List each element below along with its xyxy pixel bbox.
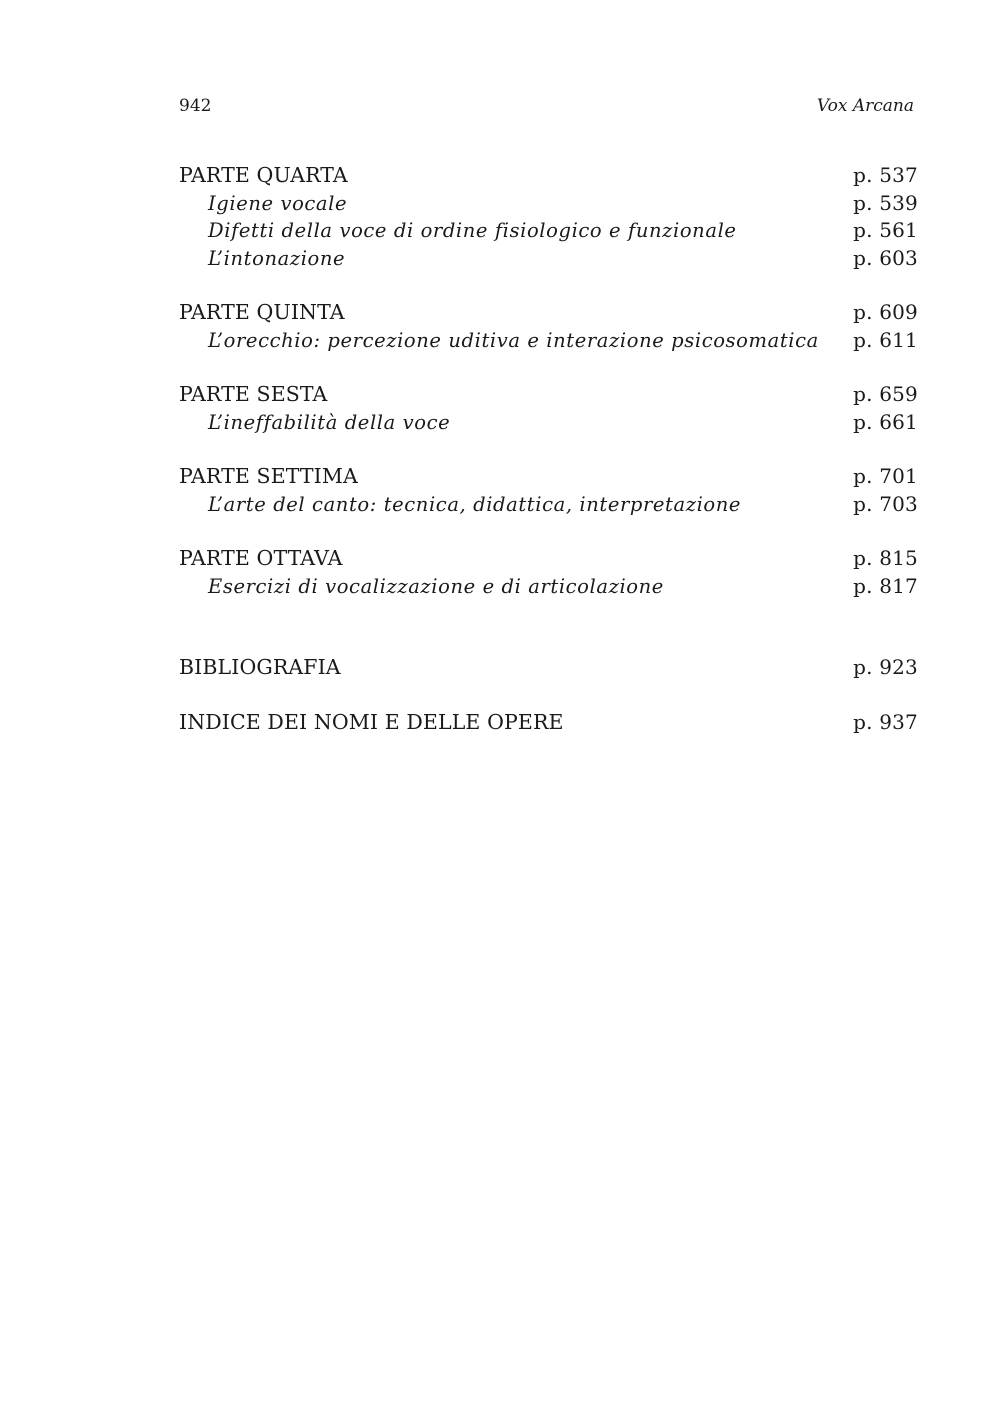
table-of-contents — [179, 162, 918, 736]
toc-page-ref: p. 937 — [853, 709, 918, 734]
toc-indice — [179, 709, 918, 737]
spacer — [179, 600, 918, 654]
toc-chapter-title: Esercizi di vocalizzazione e di articolazione — [208, 574, 664, 598]
running-title: Vox Arcana — [816, 96, 914, 116]
toc-page-ref: p. 661 — [853, 409, 918, 434]
toc-part-settima — [179, 463, 918, 491]
toc-chapter-title: L’ineffabilità della voce — [208, 410, 451, 434]
toc-part-quarta — [179, 162, 918, 190]
toc-part-title: PARTE QUINTA — [179, 300, 345, 324]
toc-chapter — [179, 327, 918, 355]
toc-part-title: INDICE DEI NOMI E DELLE OPERE — [179, 709, 564, 734]
toc-page-ref: p. 923 — [853, 655, 918, 679]
toc-part-ottava — [179, 545, 918, 573]
running-head — [179, 94, 914, 118]
toc-chapter-title: L’arte del canto: tecnica, didattica, interpretazione — [208, 492, 742, 516]
toc-page-ref: p. 815 — [853, 546, 918, 570]
toc-part-sesta — [179, 381, 918, 409]
toc-page-ref: p. 611 — [853, 327, 918, 352]
toc-chapter-title: Difetti della voce di ordine fisiologico e funzionale — [208, 219, 737, 242]
spacer — [179, 436, 918, 463]
spacer — [179, 682, 918, 709]
toc-chapter — [179, 245, 918, 273]
toc-chapter — [179, 491, 918, 519]
toc-page-ref: p. 603 — [853, 245, 918, 270]
toc-chapter — [179, 409, 918, 437]
toc-chapter — [179, 217, 918, 245]
spacer — [179, 518, 918, 545]
toc-chapter — [179, 190, 918, 218]
toc-page-ref: p. 609 — [853, 300, 918, 324]
toc-page-ref: p. 703 — [853, 491, 918, 516]
toc-chapter-title: Igiene vocale — [208, 191, 348, 215]
toc-page-ref: p. 561 — [853, 218, 918, 242]
toc-page-ref: p. 817 — [853, 573, 918, 598]
toc-page-ref: p. 701 — [853, 464, 918, 488]
spacer — [179, 272, 918, 299]
toc-part-title: PARTE SETTIMA — [179, 464, 358, 488]
toc-page-ref: p. 537 — [853, 163, 918, 187]
spacer — [179, 354, 918, 381]
toc-chapter-title: L’orecchio: percezione uditiva e interazione psicosomatica — [208, 328, 819, 352]
toc-page-ref: p. 659 — [853, 382, 918, 406]
toc-part-quinta — [179, 299, 918, 327]
toc-chapter-title: L’intonazione — [208, 246, 346, 270]
toc-page-ref: p. 539 — [853, 190, 918, 215]
page-number: 942 — [179, 96, 212, 116]
toc-part-title: PARTE OTTAVA — [179, 546, 343, 570]
toc-part-title: BIBLIOGRAFIA — [179, 655, 341, 679]
toc-chapter — [179, 573, 918, 601]
toc-part-title: PARTE SESTA — [179, 382, 328, 406]
toc-part-title: PARTE QUARTA — [179, 163, 348, 187]
toc-bibliografia — [179, 654, 918, 682]
